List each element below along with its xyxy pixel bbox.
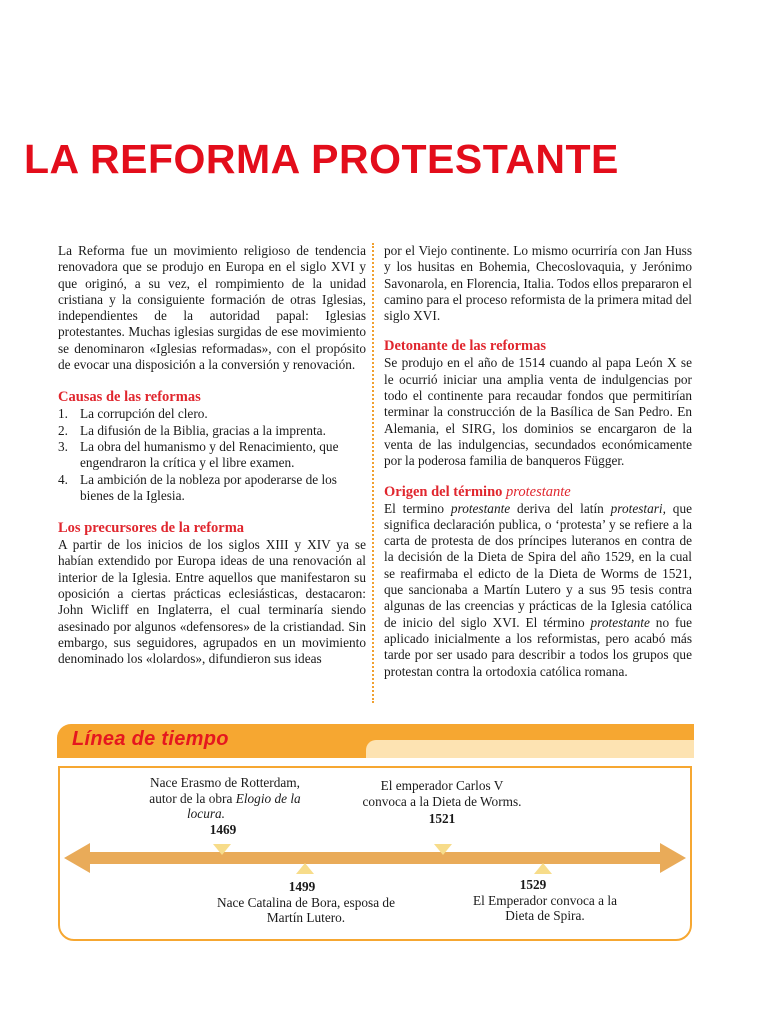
list-item: 4. La ambición de la nobleza por apoderarse de los bienes de la Iglesia. (58, 471, 337, 503)
list-item: 3. La obra del humanismo y del Renacimiento, que engendraron la crítica y el libre examen. (58, 438, 339, 471)
event-year: 1521 (428, 811, 456, 826)
list-item: 1. La corrupción del clero. (58, 406, 208, 422)
event-year: 1499 (288, 879, 316, 894)
event-1469: Nace Erasmo de Rotterdam, autor de la obra Elogio de la locura. 1469 (130, 775, 320, 837)
timeline-arrow (64, 840, 686, 876)
precursores-paragraph: A partir de los inicios de los siglos XIII y XIV ya se habían extendido por Europa ideas de una renovación al interior de la Iglesia. Entre aquellos que manifestaron su oposición a ciertas prácticas eclesiásticas, destacaron: John Wicliff en Inglaterra, el cual terminaría siendo asesinado por algunos «defensores» de la cristiandad. Sin embargo, sus seguidores, agrupados en un movimiento denominado los «lolardos», difundieron sus ideas (58, 537, 366, 667)
event-1521: El emperador Carlos V convoca a la Dieta de Worms. 1521 (340, 778, 544, 827)
event-1499: 1499 Nace Catalina de Bora, esposa de Martín Lutero. (196, 879, 416, 926)
causas-heading: Causas de las reformas (58, 389, 201, 406)
precursores-heading: Los precursores de la reforma (58, 520, 245, 537)
continuation-paragraph: por el Viejo continente. Lo mismo ocurriría con Jan Huss y los husitas en Bohemia, Checoslovaquia, y Jerónimo Savonarola, en Florencia, Italia. Todos ellos prepararon el camino para el proceso reformista de la primera mitad del siglo XVI. (384, 243, 692, 324)
column-divider (372, 243, 374, 703)
timeline-arrow-shape (64, 843, 686, 873)
timeline-title: Línea de tiempo (72, 728, 229, 750)
list-item: 2. La difusión de la Biblia, gracias a la imprenta. (58, 422, 326, 438)
origen-heading: Origen del término protestante (384, 483, 571, 500)
marker-1529 (534, 863, 552, 874)
left-column (58, 243, 366, 668)
detonante-heading: Detonante de las reformas (384, 338, 547, 355)
page-title: LA REFORMA PROTESTANTE (24, 136, 619, 182)
causas-list (58, 406, 366, 504)
event-year: 1529 (519, 877, 547, 892)
detonante-paragraph: Se produjo en el año de 1514 cuando al papa León X se le ocurrió iniciar una amplia venta de indulgencias por todo el continente para recaudar fondos que permitirían terminar la construcción de la Basílica de San Pedro. En Alemania, el SIRG, los dominios se encargaron de la venta de las indulgencias, secundados económicamente por la poderosa familia de banqueros Függer. (384, 355, 692, 469)
origen-paragraph: El termino protestante deriva del latín protestari, que significa declaración publica, o ‘protesta’ y se refiere a la carta de protesta de dos príncipes luteranos en contra de la decisión de la Dieta de Spira del año 1529, en la cual se reafirmaba el edicto de la Dieta de Worms de 1521, que sancionaba a Martín Lutero y a sus 95 tesis contra algunas de las creencias y prácticas de la Iglesia católica de inicio del siglo XVI. El término protestante no fue aplicado inicialmente a los reformistas, pero acabó más tarde por ser usado para describir a todos los grupos que protestan contra la ortodoxia católica romana. (384, 500, 692, 679)
intro-paragraph: La Reforma fue un movimiento religioso de tendencia renovadora que se produjo en Europa en el siglo XVI y que originó, a su vez, el rompimiento de la unidad cristiana y la consiguiente formación de otras Iglesias, independientes de la autoridad papal: Iglesias protestantes. Muchas iglesias surgidas de ese movimiento se denominaron «Iglesias reformadas», con el propósito de evocar una disposición a la conversión y renovación. (58, 243, 366, 373)
right-column (384, 243, 692, 680)
event-year: 1469 (209, 821, 237, 837)
marker-1499 (296, 863, 314, 874)
event-1529: 1529 El Emperador convoca a la Dieta de Spira. (450, 877, 640, 924)
timeline-header-accent (366, 740, 694, 758)
